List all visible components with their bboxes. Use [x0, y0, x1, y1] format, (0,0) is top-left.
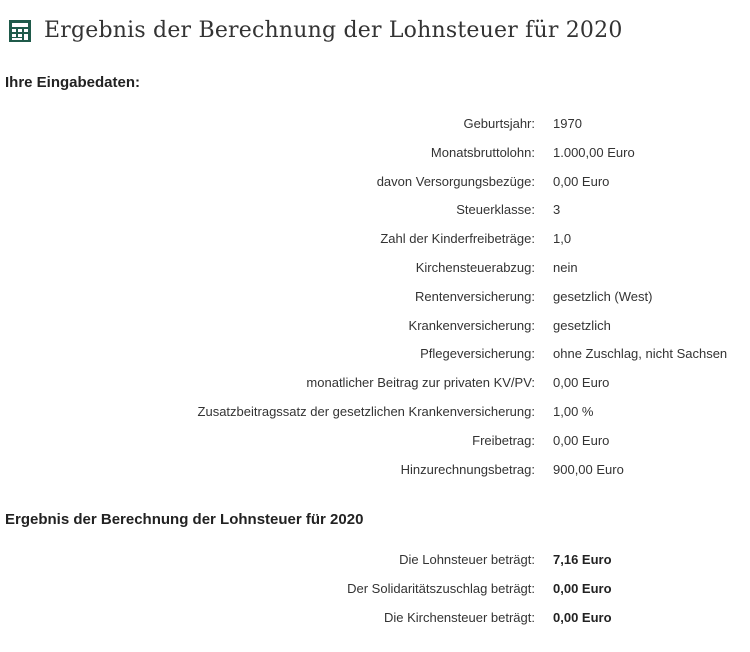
input-row-care-insurance: [0, 342, 750, 371]
page-title: Ergebnis der Berechnung der Lohnsteuer für 2020: [44, 18, 623, 43]
input-row-tax-class: [0, 198, 750, 227]
input-row-child-allowances: [0, 227, 750, 256]
row-value: 3: [553, 202, 561, 218]
calculator-icon: [8, 19, 32, 43]
row-label: Zusatzbeitragssatz der gesetzlichen Krankenversicherung:: [197, 403, 535, 419]
row-label: Pflegeversicherung:: [420, 346, 535, 362]
row-value: 1,0: [553, 231, 572, 247]
input-row-private-contribution: [0, 371, 750, 400]
row-value: 1.000,00 Euro: [553, 144, 635, 160]
row-label: monatlicher Beitrag zur privaten KV/PV:: [306, 375, 535, 391]
page-header: [8, 18, 623, 43]
row-label: davon Versorgungsbezüge:: [376, 173, 535, 189]
input-row-pension-insurance: [0, 285, 750, 314]
row-value: gesetzlich (West): [553, 288, 653, 304]
row-label: Kirchensteuerabzug:: [415, 259, 535, 275]
row-label: Zahl der Kinderfreibeträge:: [380, 231, 535, 247]
row-value: 1970: [553, 116, 582, 131]
input-row-allowance: [0, 429, 750, 458]
row-value: nein: [553, 259, 578, 275]
row-label: Die Kirchensteuer beträgt:: [383, 609, 535, 625]
input-section-heading: Ihre Eingabedaten:: [5, 74, 141, 91]
row-value: ohne Zuschlag, nicht Sachsen: [553, 346, 728, 362]
row-label: Krankenversicherung:: [408, 317, 535, 333]
row-label: Monatsbruttolohn:: [430, 144, 535, 160]
row-label: Die Lohnsteuer beträgt:: [399, 552, 535, 567]
input-row-pension-payments: [0, 170, 750, 199]
row-value: 1,00 %: [553, 403, 594, 419]
input-row-monthly-gross: [0, 141, 750, 170]
input-row-additional-rate: [0, 400, 750, 429]
row-label: Der Solidaritätszuschlag beträgt:: [347, 580, 535, 596]
row-label: Geburtsjahr:: [463, 116, 535, 131]
result-list: [0, 548, 750, 634]
input-row-birth-year: [0, 112, 750, 141]
input-row-health-insurance: [0, 314, 750, 343]
row-label: Hinzurechnungsbetrag:: [400, 461, 535, 477]
result-row-church-tax: [0, 606, 750, 635]
result-row-solidarity-surcharge: [0, 577, 750, 606]
row-label: Steuerklasse:: [456, 202, 535, 218]
input-data-list: [0, 112, 750, 486]
row-value: 0,00 Euro: [553, 173, 610, 189]
input-row-addition-amount: [0, 458, 750, 487]
row-value: 0,00 Euro: [553, 580, 612, 596]
row-value: 900,00 Euro: [553, 461, 624, 477]
row-value: 0,00 Euro: [553, 432, 610, 448]
row-value: 0,00 Euro: [553, 609, 612, 625]
result-section-heading: Ergebnis der Berechnung der Lohnsteuer für 2020: [5, 511, 364, 528]
row-value: 7,16 Euro: [553, 552, 612, 567]
result-row-wage-tax: [0, 548, 750, 577]
row-value: 0,00 Euro: [553, 375, 610, 391]
row-label: Rentenversicherung:: [415, 288, 535, 304]
input-row-church-tax: [0, 256, 750, 285]
row-label: Freibetrag:: [472, 432, 535, 448]
row-value: gesetzlich: [553, 317, 611, 333]
